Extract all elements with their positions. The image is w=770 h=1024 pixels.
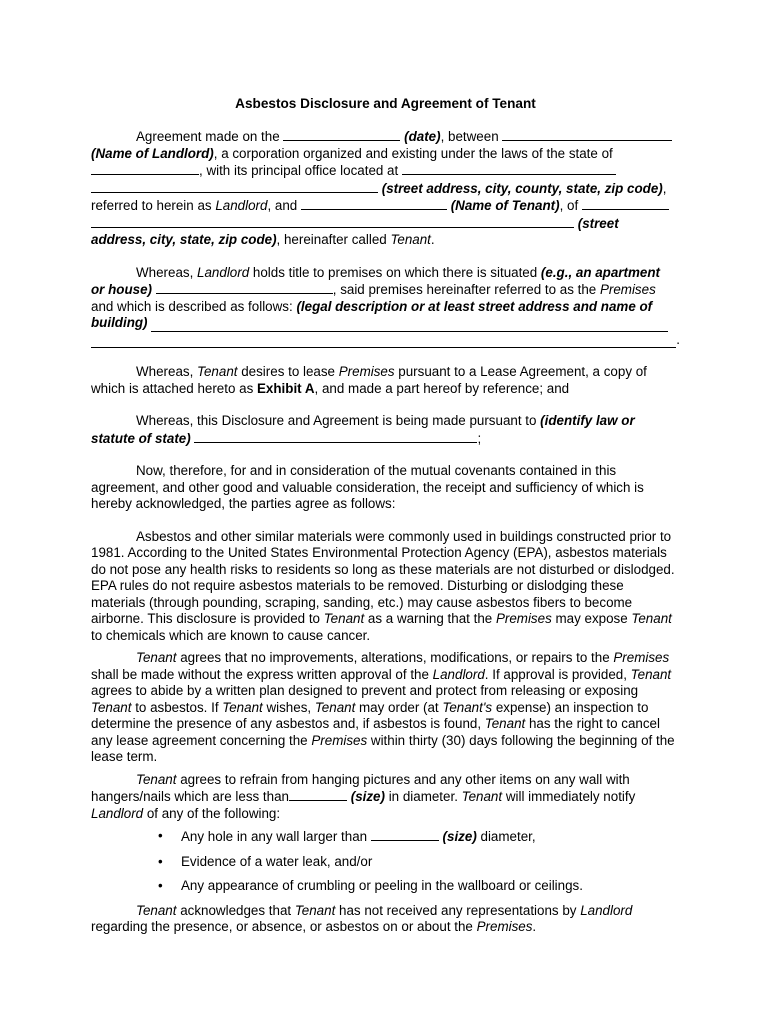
consideration-paragraph: Now, therefore, for and in consideration of the mutual covenants contained in this agreement, and other good and valuable consideration, the receipt and sufficiency of which is hereby acknowledged, the parties agree as follows: — [91, 463, 644, 511]
landlord-name-blank[interactable] — [502, 128, 672, 141]
law-statute-blank[interactable] — [194, 430, 477, 443]
lease-paragraph: Whereas, Tenant desires to lease Premises pursuant to a Lease Agreement, a copy of which is attached hereto as Exhibit A, and made a part hereof by reference; and — [91, 364, 647, 396]
wall-hanging-paragraph: Tenant agrees to refrain from hanging pictures and any other items on any wall with hangers/nails which are less than (size) in diameter. Tenant will immediately notify Landlord of any of the following: — [91, 771, 636, 821]
acknowledgement-paragraph: Tenant acknowledges that Tenant has not received any representations by Landlord regarding the presence, or absence, or asbestos on or about the Premises. — [91, 902, 633, 934]
tenant-address-blank-a[interactable] — [582, 197, 669, 210]
office-address-blank-a[interactable] — [402, 162, 616, 175]
office-address-blank-b[interactable] — [91, 180, 378, 193]
list-item: • Evidence of a water leak, and/or — [158, 853, 373, 869]
premises-paragraph: Whereas, Landlord holds title to premises on which there is situated (e.g., an apartment or house) , said premises hereinafter referred to as the Premises and which is described as follows: (legal description or at least street address and name of building) . — [91, 264, 680, 347]
bullet-icon: • — [158, 828, 163, 843]
asbestos-disclosure-paragraph: Asbestos and other similar materials were commonly used in buildings constructed prior to 1981. According to the United States Environmental Protection Agency (EPA), asbestos materials do not pose any health risks to residents so long as these materials are not disturbed or dislodged. EPA rules do not require asbestos materials to be removed. Disturbing or dislodging these materials (through pounding, scraping, sanding, etc.) may cause asbestos fibers to become airborne. This disclosure is provided to Tenant as a warning that the Premises may expose Tenant to chemicals which are known to cause cancer. — [91, 528, 675, 643]
nail-size-blank[interactable] — [289, 788, 347, 801]
document-body — [91, 128, 680, 936]
document-title: Asbestos Disclosure and Agreement of Tenant — [235, 96, 536, 111]
date-blank[interactable] — [283, 128, 400, 141]
premises-type-blank[interactable] — [156, 281, 333, 294]
state-blank[interactable] — [91, 162, 199, 175]
tenant-name-blank[interactable] — [301, 197, 447, 210]
legal-description-blank-b[interactable] — [91, 333, 676, 348]
notify-list — [91, 828, 680, 895]
list-item: • Any appearance of crumbling or peeling in the wallboard or ceilings. — [158, 878, 583, 893]
legal-description-blank-a[interactable] — [151, 317, 668, 332]
list-item: • Any hole in any wall larger than (size) diameter, — [158, 828, 536, 844]
tenant-address-blank-b[interactable] — [91, 215, 574, 228]
law-paragraph: Whereas, this Disclosure and Agreement is being made pursuant to (identify law or statute of state) ; — [91, 413, 635, 446]
bullet-icon: • — [158, 853, 163, 869]
agreement-paragraph: Agreement made on the (date), between (Name of Landlord), a corporation organized and existing under the laws of the state of , with its principal office located at (street address, city, county, state, zip code), referred to herein as Landlord, and (Name of Tenant), of (street address, city, state, zip code), hereinafter called Tenant. — [91, 128, 680, 249]
bullet-icon: • — [158, 878, 163, 893]
hole-size-blank[interactable] — [371, 828, 439, 841]
improvements-paragraph: Tenant agrees that no improvements, alterations, modifications, or repairs to the Premises shall be made without the express written approval of the Landlord. If approval is provided, Tenant agrees to abide by a written plan designed to prevent and protect from releasing or exposing Tenant to asbestos. If Tenant wishes, Tenant may order (at Tenant's expense) an inspection to determine the presence of any asbestos and, if asbestos is found, Tenant has the right to cancel any lease agreement concerning the Premises within thirty (30) days following the beginning of the lease term. — [91, 650, 675, 764]
